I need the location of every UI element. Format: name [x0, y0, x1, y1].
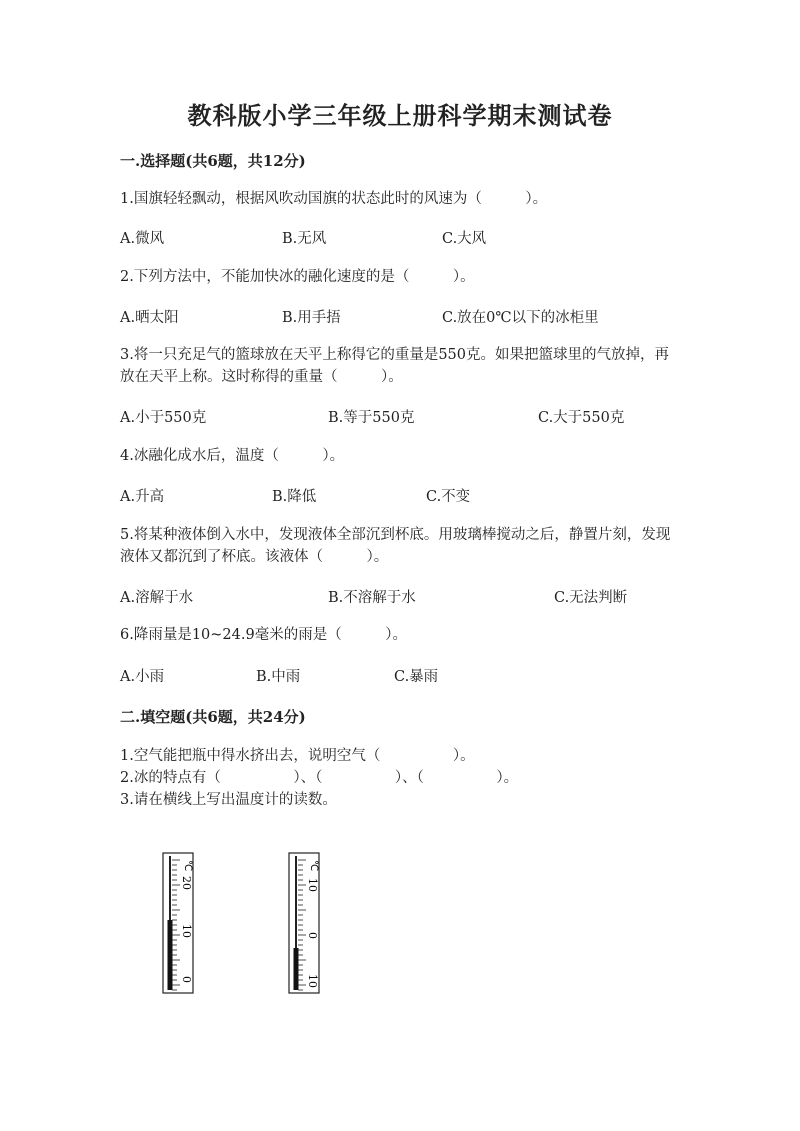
thermometer-1-label-0: 0	[180, 976, 193, 983]
options-q2	[120, 306, 680, 328]
options-q3	[120, 406, 680, 428]
thermometer-1-unit: ℃	[182, 860, 193, 872]
question-4: 4.冰融化成水后，温度（ ）。	[120, 448, 345, 464]
thermometer-1	[158, 848, 198, 998]
option-c: C.放在0℃以下的冰柜里	[442, 310, 599, 326]
option-b: B.中雨	[256, 669, 301, 685]
option-c: C.大风	[442, 231, 487, 247]
option-c: C.不变	[426, 489, 471, 505]
options-q5	[120, 586, 680, 608]
fill-question-3: 3.请在横线上写出温度计的读数。	[120, 792, 337, 808]
question-1: 1.国旗轻轻飘动，根据风吹动国旗的状态此时的风速为（ ）。	[120, 191, 548, 207]
fill-question-2: 2.冰的特点有（ ）、（ ）、（ ）。	[120, 770, 519, 786]
option-b: B.用手捂	[282, 310, 341, 326]
thermometer-2	[284, 848, 324, 998]
option-b: B.无风	[282, 231, 327, 247]
thermometer-2-unit: ℃	[308, 860, 319, 872]
option-b: B.降低	[272, 489, 317, 505]
option-a: A.溶解于水	[120, 590, 194, 606]
thermometer-1-label-20: 20	[180, 876, 193, 890]
thermometer-1-label-10: 10	[180, 924, 193, 938]
page-title: 教科版小学三年级上册科学期末测试卷	[187, 101, 613, 130]
option-a: A.微风	[120, 231, 165, 247]
option-a: A.晒太阳	[120, 310, 179, 326]
question-2: 2.下列方法中，不能加快冰的融化速度的是（ ）。	[120, 269, 475, 285]
option-c: C.大于550克	[538, 410, 625, 426]
option-b: B.等于550克	[328, 410, 415, 426]
section-heading-choice: 一.选择题(共6题，共12分)	[120, 152, 306, 170]
options-q4	[120, 485, 680, 507]
option-b: B.不溶解于水	[328, 590, 416, 606]
section-heading-fill: 二.填空题(共6题，共24分)	[120, 708, 306, 726]
question-5: 5.将某种液体倒入水中，发现液体全部沉到杯底。用玻璃棒搅动之后，静置片刻，发现液体又都沉到了杯底。该液体（ ）。	[120, 527, 671, 565]
fill-question-1: 1.空气能把瓶中得水挤出去，说明空气（ ）。	[120, 748, 475, 764]
option-c: C.无法判断	[554, 590, 628, 606]
option-a: A.升高	[120, 489, 165, 505]
option-a: A.小雨	[120, 669, 165, 685]
option-a: A.小于550克	[120, 410, 207, 426]
thermometer-2-label-10: 10	[306, 878, 319, 892]
option-c: C.暴雨	[394, 669, 439, 685]
options-q6	[120, 665, 680, 687]
question-6: 6.降雨量是10~24.9毫米的雨是（ ）。	[120, 627, 407, 643]
thermometer-2-label-neg10: 10	[306, 974, 319, 988]
question-3: 3.将一只充足气的篮球放在天平上称得它的重量是550克。如果把篮球里的气放掉，再放在天平上称。这时称得的重量（ ）。	[120, 347, 670, 385]
thermometer-2-label-0: 0	[306, 932, 319, 939]
options-q1	[120, 227, 680, 249]
